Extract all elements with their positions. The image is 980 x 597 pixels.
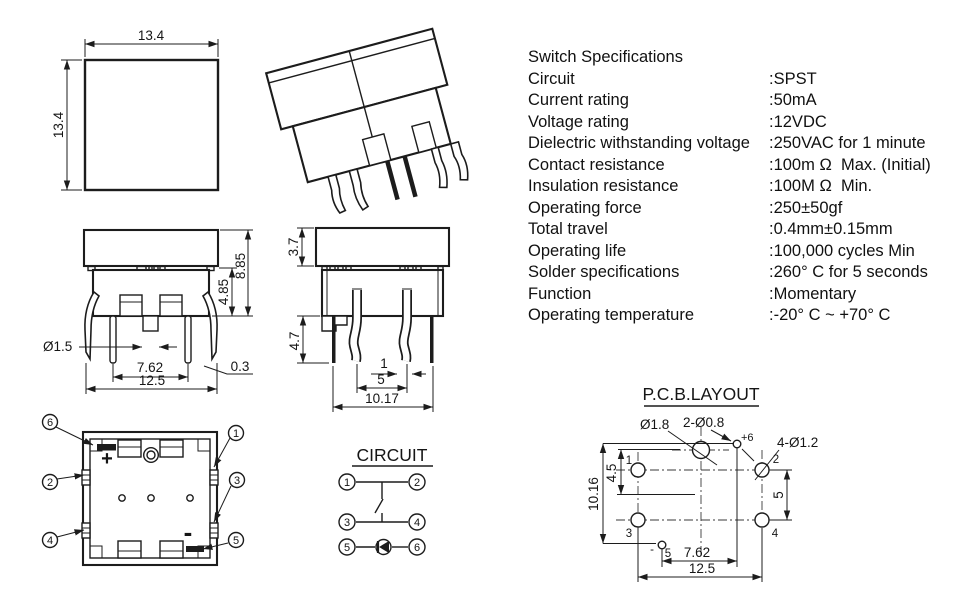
- spec-label: Current rating: [528, 91, 629, 109]
- pcb-layout: [586, 384, 818, 582]
- spec-value: :250VAC for 1 minute: [769, 134, 926, 152]
- spec-label: Operating force: [528, 198, 642, 217]
- small-hole-6: [733, 440, 741, 448]
- terminal-4: 4: [413, 517, 421, 529]
- bottom-view: [43, 415, 245, 566]
- svg-text:3: 3: [233, 475, 241, 487]
- label-small-holes: 2-Ø0.8: [683, 415, 725, 430]
- label-five: 5: [664, 548, 672, 560]
- minus-mark: -: [183, 517, 193, 547]
- label-pin-holes: 4-Ø1.2: [777, 435, 819, 450]
- specifications-panel: [528, 47, 968, 327]
- spec-label: Solder specifications: [528, 263, 680, 281]
- spec-value: :100,000 cycles Min: [769, 241, 915, 260]
- terminal-5: 5: [343, 542, 351, 554]
- svg-text:1: 1: [232, 428, 240, 440]
- spec-row-solder: [528, 262, 968, 284]
- led-symbol: [356, 540, 408, 555]
- dim-front-width: 12.5: [138, 373, 166, 388]
- circuit-diagram: [339, 445, 433, 555]
- pin-hole-1: [631, 463, 645, 477]
- dim-top-height: 13.4: [51, 111, 66, 139]
- svg-text:2: 2: [46, 477, 54, 489]
- spec-row-voltage-rating: [528, 112, 968, 134]
- terminal-2: 2: [413, 477, 421, 489]
- callout-1: [214, 426, 244, 468]
- spec-value: :260° C for 5 seconds: [769, 263, 928, 281]
- spec-value: :100M Ω Min.: [769, 177, 873, 195]
- svg-text:4: 4: [46, 535, 54, 547]
- label-plus6: +6: [741, 432, 754, 444]
- label-center-hole: Ø1.8: [640, 417, 670, 432]
- terminal-1: 1: [343, 477, 351, 489]
- spec-label: Voltage rating: [528, 112, 629, 131]
- dim-front-total-height: 8.85: [233, 252, 248, 280]
- callout-2: [43, 475, 85, 490]
- callout-4: [43, 530, 85, 548]
- side-view: [286, 228, 449, 412]
- spec-row-function: [528, 284, 968, 306]
- top-view: [51, 28, 218, 190]
- spec-value: :Momentary: [769, 284, 857, 303]
- pin-number-3: 3: [625, 528, 633, 540]
- svg-text:5: 5: [232, 535, 240, 547]
- pin-hole-4: [755, 513, 769, 527]
- spec-label: Insulation resistance: [528, 177, 679, 195]
- spec-value: :12VDC: [769, 112, 827, 131]
- circuit-title: CIRCUIT: [356, 445, 428, 465]
- dim-front-center-dia: Ø1.5: [43, 339, 73, 354]
- pin-number-1: 1: [625, 455, 633, 467]
- spec-value: :50mA: [769, 91, 817, 109]
- spec-label: Function: [528, 284, 592, 303]
- svg-text:6: 6: [46, 417, 54, 429]
- dim-pcb-vertical-right: 5: [771, 491, 786, 499]
- spec-value: :SPST: [769, 69, 817, 88]
- dim-pcb-vertical-top: 4.5: [604, 463, 619, 483]
- dim-pcb-horizontal-total: 12.5: [688, 561, 716, 576]
- terminal-3: 3: [343, 517, 351, 529]
- front-view: [43, 230, 253, 394]
- spec-row-operating-temperature: [528, 305, 968, 327]
- pin-number-4: 4: [771, 528, 779, 540]
- specs-title: Switch Specifications: [528, 48, 683, 66]
- spec-row-circuit: [528, 69, 968, 91]
- spec-label: Contact resistance: [528, 155, 665, 174]
- dim-side-pin-pitch: 5: [377, 372, 385, 387]
- spec-label: Total travel: [528, 220, 608, 238]
- spec-label: Operating temperature: [528, 306, 695, 324]
- spec-label: Circuit: [528, 69, 575, 88]
- spec-row-operating-life: [528, 241, 968, 263]
- perspective-view: [266, 29, 473, 226]
- label-minus: -: [650, 544, 654, 556]
- dim-pcb-vertical-total: 10.16: [586, 477, 601, 511]
- dim-front-leg-thickness: 0.3: [230, 359, 250, 374]
- dim-side-pin-length: 4.7: [287, 331, 302, 351]
- dim-side-width: 10.17: [365, 391, 399, 406]
- spec-label: Operating life: [528, 241, 627, 260]
- spec-value: :250±50gf: [769, 198, 843, 217]
- spec-value: :0.4mm±0.15mm: [769, 220, 893, 238]
- dim-pcb-horizontal-pitch: 7.62: [683, 545, 711, 560]
- dim-side-cap-height: 3.7: [286, 237, 301, 257]
- dim-side-pin-width: 1: [380, 356, 388, 371]
- pin-hole-3: [631, 513, 645, 527]
- spec-label: Dielectric withstanding voltage: [528, 134, 750, 152]
- plus-mark: +: [101, 448, 113, 470]
- spec-row-insulation-resistance: [528, 176, 968, 198]
- spec-row-current-rating: [528, 90, 968, 112]
- terminal-6: 6: [413, 542, 421, 554]
- spec-value: :100m Ω Max. (Initial): [769, 155, 931, 174]
- spec-row-total-travel: [528, 219, 968, 241]
- pcb-title: P.C.B.LAYOUT: [642, 384, 760, 404]
- spec-value: :-20° C ~ +70° C: [769, 306, 891, 324]
- spec-row-contact-resistance: [528, 155, 968, 177]
- spec-row-operating-force: [528, 198, 968, 220]
- dim-front-pin-pitch: 7.62: [136, 360, 164, 375]
- dim-top-width: 13.4: [137, 28, 165, 43]
- pin-number-2: 2: [772, 454, 780, 466]
- spec-row-dielectric: [528, 133, 968, 155]
- dim-front-body-height: 4.85: [216, 278, 231, 306]
- switch-contact-symbol: [375, 482, 383, 522]
